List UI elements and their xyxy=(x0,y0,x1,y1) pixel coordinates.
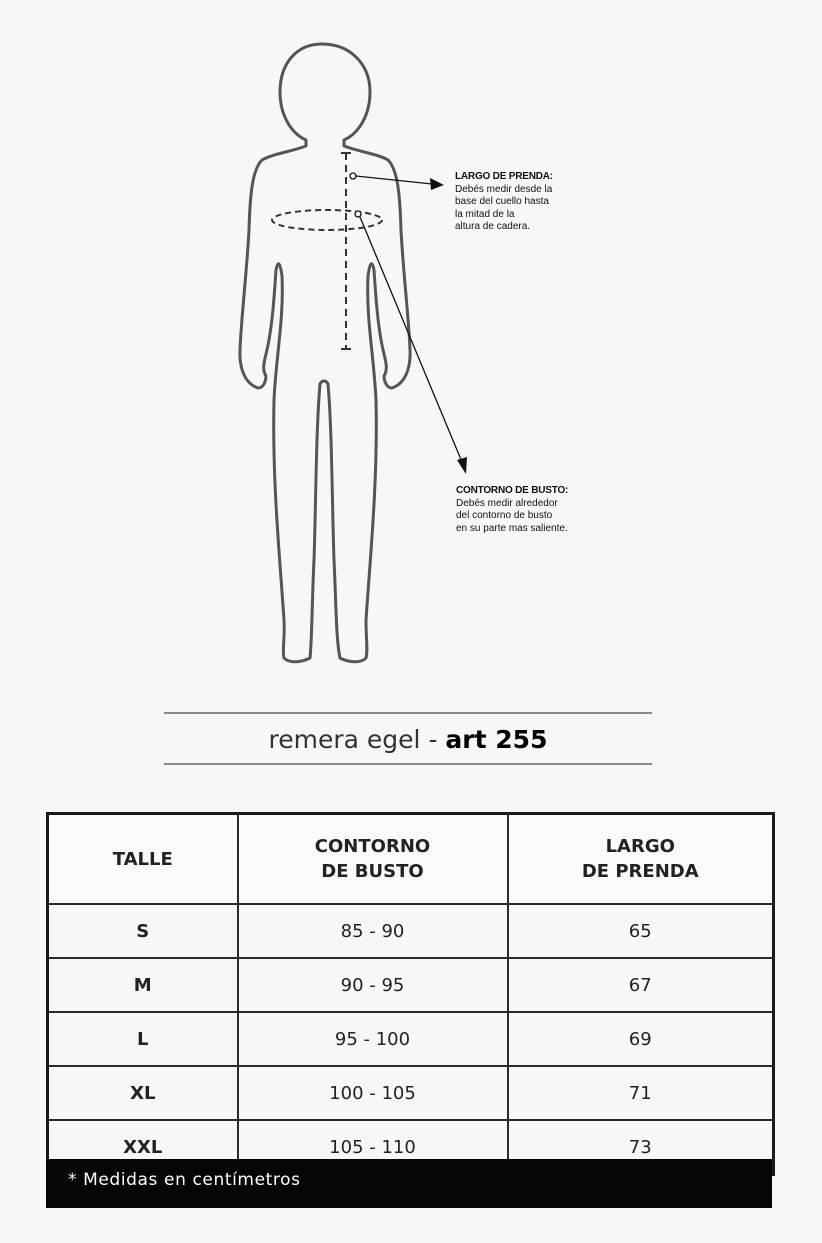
footer-note-bar xyxy=(46,1159,772,1208)
cell-largo: 65 xyxy=(508,904,774,958)
table-header-row xyxy=(48,814,774,905)
cell-talle: XXL xyxy=(48,1120,238,1175)
size-table xyxy=(46,812,775,1176)
header-contorno-de-busto xyxy=(238,814,508,905)
footer-note: * Medidas en centímetros xyxy=(68,1170,301,1190)
figure-head xyxy=(240,44,410,662)
note-largo-line: la mitad de la xyxy=(455,208,515,220)
cell-contorno: 105 - 110 xyxy=(238,1120,508,1175)
note-contorno-de-busto xyxy=(456,485,568,535)
cell-largo: 69 xyxy=(508,1012,774,1066)
header-talle xyxy=(48,814,238,905)
cell-largo: 73 xyxy=(508,1120,774,1175)
cell-largo: 67 xyxy=(508,958,774,1012)
table-row xyxy=(48,904,774,958)
cell-contorno: 95 - 100 xyxy=(238,1012,508,1066)
note-largo-line: Debés medir desde la xyxy=(455,183,553,195)
title-bottom-rule xyxy=(164,763,652,765)
note-busto-line: del contorno de busto xyxy=(456,510,553,521)
cell-contorno: 85 - 90 xyxy=(238,904,508,958)
header-largo-line1: LARGO xyxy=(605,836,675,857)
cell-contorno: 100 - 105 xyxy=(238,1066,508,1120)
note-largo-line: base del cuello hasta xyxy=(455,196,549,207)
title-top-rule xyxy=(164,712,652,714)
header-contorno-line1: CONTORNO xyxy=(314,836,431,857)
cell-talle: XL xyxy=(48,1066,238,1120)
cell-talle: S xyxy=(48,904,238,958)
cell-largo: 71 xyxy=(508,1066,774,1120)
product-title xyxy=(164,720,652,760)
product-article: art 255 xyxy=(445,725,548,754)
cell-talle: M xyxy=(48,958,238,1012)
note-busto-line: Debés medir alrededor xyxy=(456,497,558,509)
cell-talle: L xyxy=(48,1012,238,1066)
note-busto-line: en su parte mas saliente. xyxy=(456,522,568,534)
note-largo-heading: LARGO DE PRENDA: xyxy=(455,171,553,182)
note-busto-heading: CONTORNO DE BUSTO: xyxy=(456,485,569,496)
header-contorno-line2: DE BUSTO xyxy=(321,861,424,882)
header-largo-line2: DE PRENDA xyxy=(581,861,699,882)
note-largo-line: altura de cadera. xyxy=(455,221,531,232)
table-row xyxy=(48,958,774,1012)
product-name: remera egel - xyxy=(268,725,446,754)
note-largo-de-prenda xyxy=(455,171,553,234)
cell-contorno: 90 - 95 xyxy=(238,958,508,1012)
table-row xyxy=(48,1012,774,1066)
header-talle-label: TALLE xyxy=(112,848,173,870)
header-largo-de-prenda xyxy=(508,814,774,905)
table-row xyxy=(48,1066,774,1120)
